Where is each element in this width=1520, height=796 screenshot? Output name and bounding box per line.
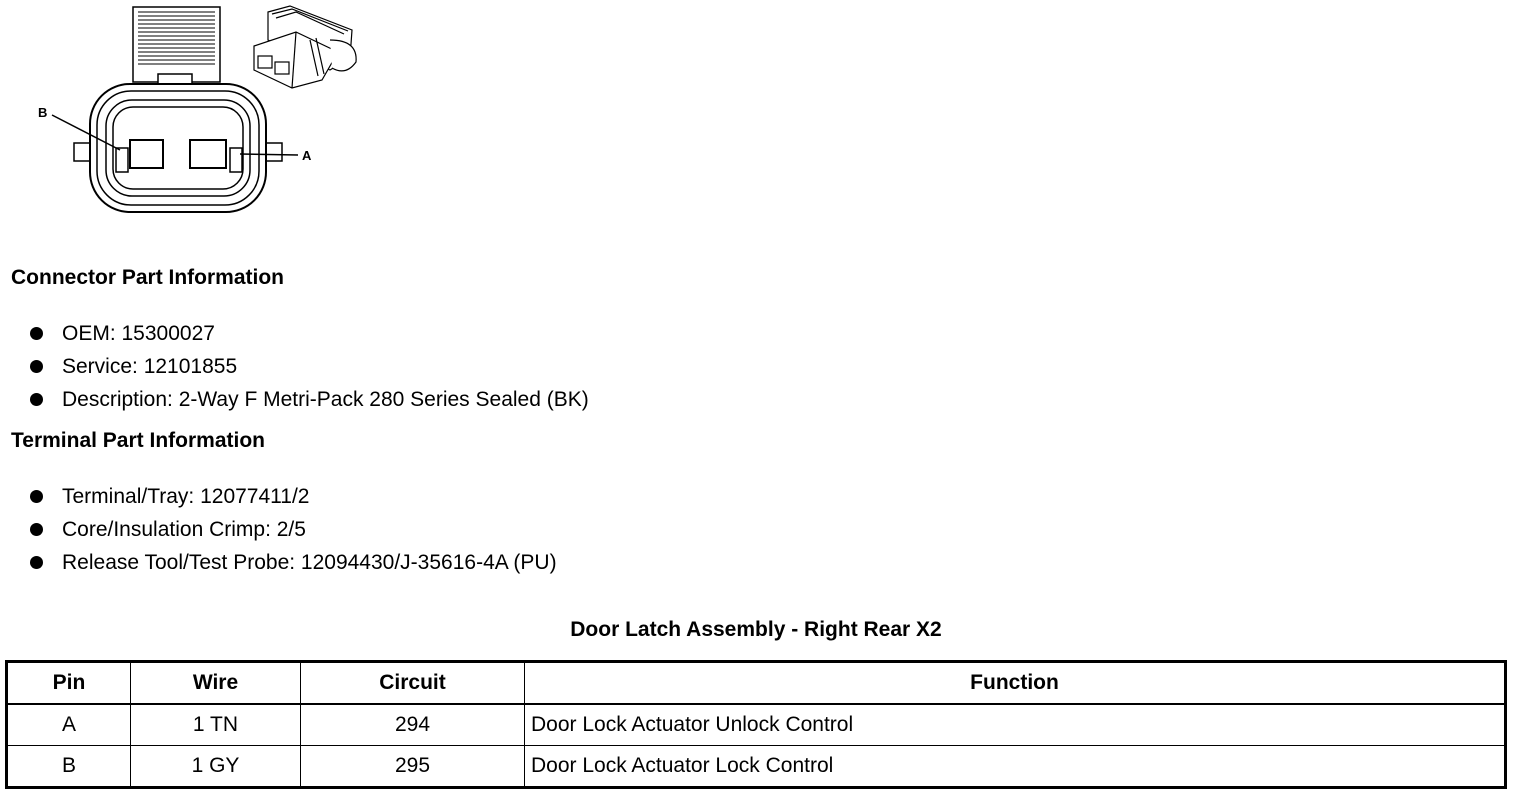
connector-info-heading: Connector Part Information [11,266,285,289]
cell-wire: 1 GY [131,746,301,788]
cell-function: Door Lock Actuator Lock Control [525,746,1506,788]
terminal-info-list [30,480,557,579]
cell-pin: A [7,704,131,746]
connector-info-list [30,317,589,416]
list-item: OEM: 15300027 [30,317,589,350]
list-item: Service: 12101855 [30,350,589,383]
cell-circuit: 294 [301,704,525,746]
cell-wire: 1 TN [131,704,301,746]
list-item: Description: 2-Way F Metri-Pack 280 Series Sealed (BK) [30,383,589,416]
cell-circuit: 295 [301,746,525,788]
cell-function: Door Lock Actuator Unlock Control [525,704,1506,746]
pinout-table [5,660,1507,789]
list-item: Terminal/Tray: 12077411/2 [30,480,557,513]
list-item: Core/Insulation Crimp: 2/5 [30,513,557,546]
cell-pin: B [7,746,131,788]
pin-a-label: A [302,148,312,163]
header-circuit: Circuit [301,662,525,705]
list-item: Release Tool/Test Probe: 12094430/J-35616-4A (PU) [30,546,557,579]
table-row [7,704,1506,746]
terminal-info-heading: Terminal Part Information [11,429,265,452]
connector-3d-view [254,6,356,88]
table-row [7,746,1506,788]
pin-b-label: B [38,105,48,120]
header-pin: Pin [7,662,131,705]
header-function: Function [525,662,1506,705]
table-title: Door Latch Assembly - Right Rear X2 [570,618,942,641]
header-wire: Wire [131,662,301,705]
table-header-row [7,662,1506,705]
connector-diagram [0,0,380,230]
